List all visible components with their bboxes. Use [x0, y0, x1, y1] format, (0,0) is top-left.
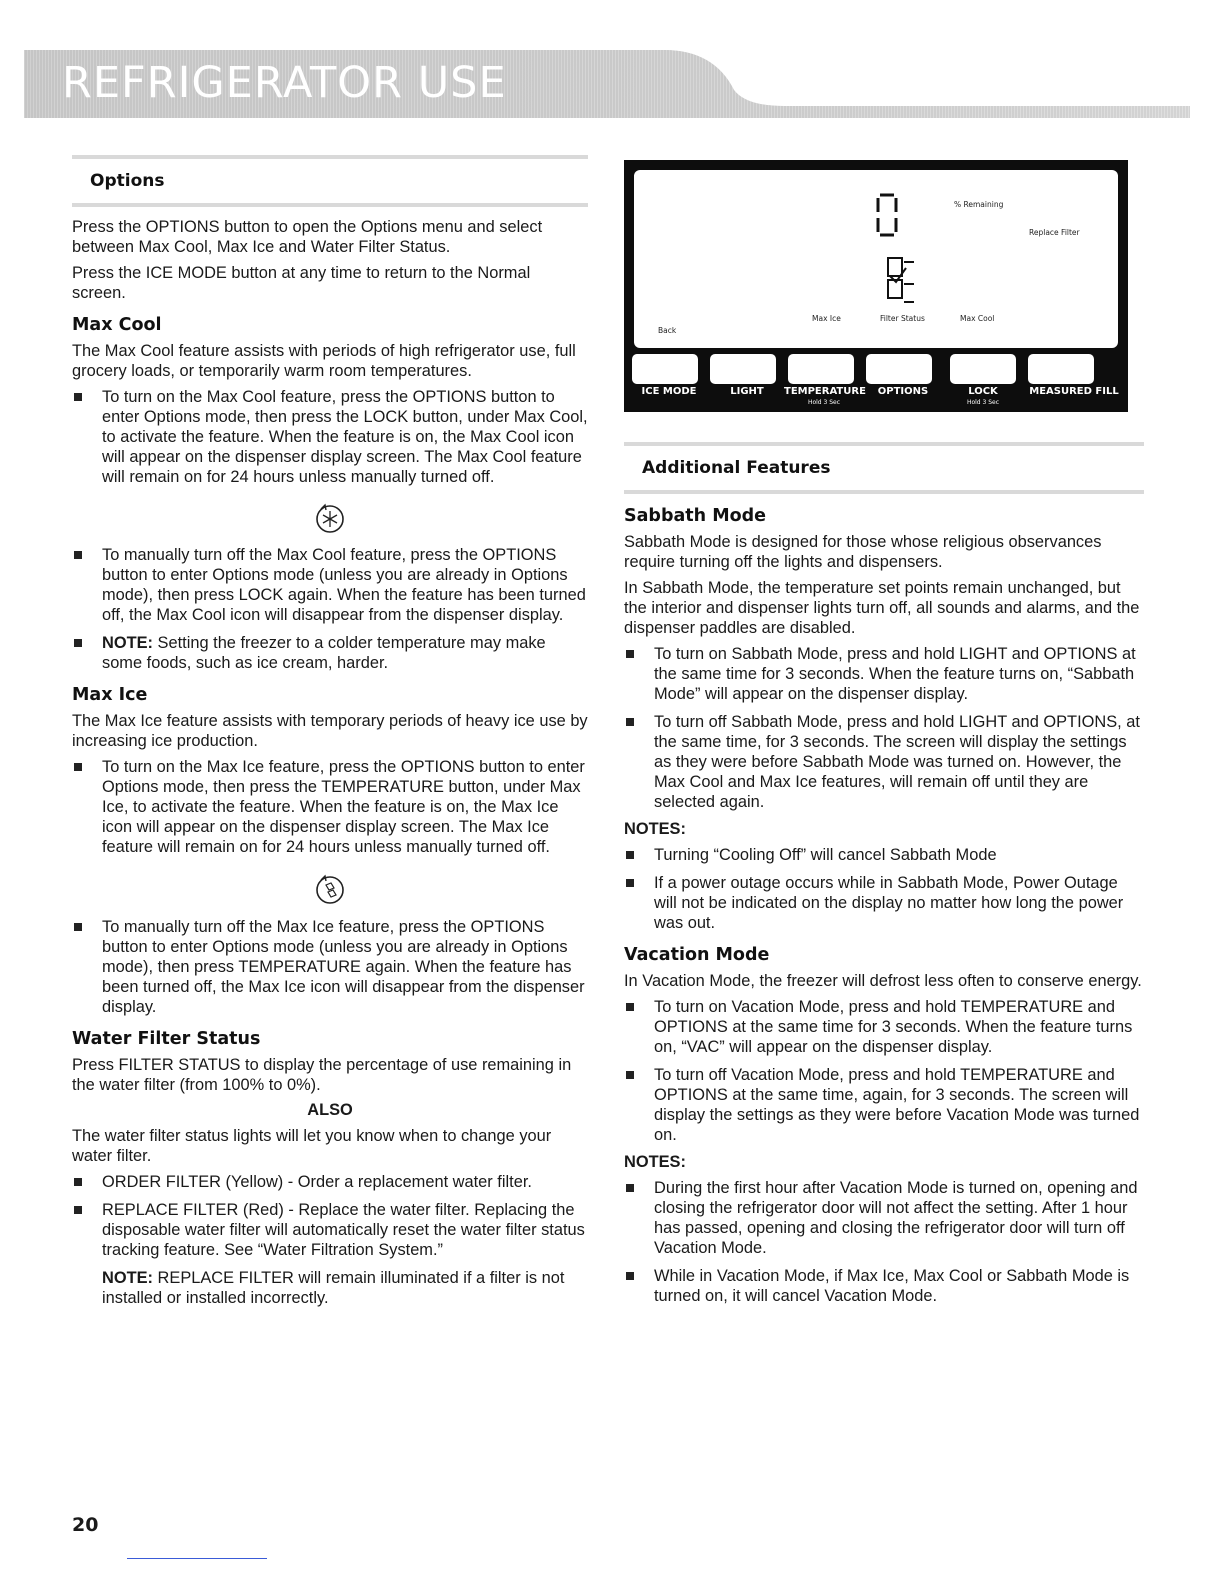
temperature-hold-label: Hold 3 Sec: [807, 399, 841, 406]
turn-cooling-off-bracket: ┌── Turn Cooling Off ──┐: [990, 340, 1064, 347]
sabbath-mode-heading: Sabbath Mode: [624, 506, 767, 526]
list-item: To turn off Sabbath Mode, press and hold LIGHT and OPTIONS, at the same time, for 3 seconds. The screen will display the settings as they were before Sabbath Mode was turned on. However, the Max Cool and Max Ice features, will remain off until they are selected again.: [624, 712, 1144, 812]
footer-rule: [127, 1558, 267, 1559]
lock-button[interactable]: [950, 354, 1016, 384]
options-button[interactable]: [866, 354, 932, 384]
page-number: 20: [72, 1514, 99, 1536]
list-item: Turning “Cooling Off” will cancel Sabbath Mode: [624, 845, 1144, 865]
max-cool-heading: Max Cool: [72, 315, 162, 335]
water-filter-paragraph-2: The water filter status lights will let you know when to change your water filter.: [72, 1127, 552, 1165]
replace-filter-label: Replace Filter: [1029, 228, 1080, 237]
list-item: To turn on the Max Cool feature, press the OPTIONS button to enter Options mode, then press the LOCK button, under Max Cool, to activate the feature. When the feature is on, the Max Cool icon will appear on the dispenser display screen. The Max Cool feature will remain on for 24 hours unless manually turned off.: [72, 387, 588, 487]
sabbath-notes-label: NOTES:: [624, 820, 686, 838]
max-ice-icon: [312, 871, 348, 907]
max-ice-icon-wrap: [72, 865, 588, 917]
vacation-mode-bracket: ┌── Vacation Mode ──┐: [814, 340, 884, 347]
options-header-text: Options: [90, 171, 165, 191]
panel-button-row: [632, 354, 1122, 386]
vacation-notes-label: NOTES:: [624, 1153, 686, 1171]
max-cool-list-2: [72, 545, 588, 673]
control-panel-diagram: [624, 160, 1128, 412]
list-item: If a power outage occurs while in Sabbath Mode, Power Outage will not be indicated on the display no matter how long the power was out.: [624, 873, 1144, 933]
max-ice-list: [72, 757, 588, 857]
right-column: [624, 160, 1144, 1314]
list-item: To turn on Vacation Mode, press and hold TEMPERATURE and OPTIONS at the same time for 3 seconds. When the feature turns on, “VAC” will appear on the dispenser display.: [624, 997, 1144, 1057]
turn-cooling-off-label: Turn Cooling Off: [1002, 340, 1051, 347]
dispenser-display-screen: [634, 170, 1118, 348]
water-filter-status-heading: Water Filter Status: [72, 1029, 261, 1049]
list-item: [72, 633, 588, 673]
percent-remaining-label: % Remaining: [954, 200, 1004, 209]
ice-mode-button-label: ICE MODE: [641, 386, 697, 397]
list-item: To turn on the Max Ice feature, press the OPTIONS button to enter Options mode, then press the TEMPERATURE button, under Max Ice, to activate the feature. When the feature is on, the Max Ice icon will appear on the dispenser display screen. The Max Ice feature will remain on for 24 hours unless manually turned off.: [72, 757, 588, 857]
temperature-button[interactable]: [788, 354, 854, 384]
water-filter-paragraph: Press FILTER STATUS to display the percentage of use remaining in the water filter (from 100% to 0%).: [72, 1056, 572, 1094]
vacation-mode-heading: Vacation Mode: [624, 945, 770, 965]
list-item: To manually turn off the Max Ice feature, press the OPTIONS button to enter Options mode (unless you are already in Options mode), then press TEMPERATURE again. When the feature has been turned off, the Max Ice icon will disappear from the dispenser display.: [72, 917, 588, 1017]
page-banner: [24, 50, 1190, 118]
also-label: ALSO: [307, 1101, 353, 1119]
max-cool-paragraph: The Max Cool feature assists with periods of high refrigerator use, full grocery loads, or temporarily warm room temperatures.: [72, 342, 576, 380]
lock-hold-label: Hold 3 Sec: [966, 399, 1000, 406]
measured-fill-button[interactable]: [1028, 354, 1094, 384]
measured-fill-button-label: MEASURED FILL: [1029, 386, 1119, 397]
vacation-paragraph: In Vacation Mode, the freezer will defrost less often to conserve energy.: [624, 972, 1142, 990]
sabbath-paragraph-1: Sabbath Mode is designed for those whose religious observances require turning off the lights and dispensers.: [624, 533, 1102, 571]
sabbath-paragraph-2: In Sabbath Mode, the temperature set points remain unchanged, but the interior and dispenser lights turn off, all sounds and alarms, and the dispenser paddles are disabled.: [624, 579, 1140, 637]
list-item: REPLACE FILTER (Red) - Replace the water filter. Replacing the disposable water filter will automatically reset the water filter status tracking feature. See “Water Filtration System.”: [72, 1200, 588, 1260]
max-cool-icon: [313, 501, 347, 535]
ice-mode-button[interactable]: [632, 354, 698, 384]
list-item: While in Vacation Mode, if Max Ice, Max Cool or Sabbath Mode is turned on, it will cancel Vacation Mode.: [624, 1266, 1144, 1306]
options-button-label: OPTIONS: [877, 386, 929, 397]
list-item: ORDER FILTER (Yellow) - Order a replacement water filter.: [72, 1172, 588, 1192]
list-item: To turn on Sabbath Mode, press and hold LIGHT and OPTIONS at the same time for 3 seconds. When the feature turns on, “Sabbath Mode” will appear on the dispenser display.: [624, 644, 1144, 704]
water-filter-list: [72, 1172, 588, 1260]
list-item: To turn off Vacation Mode, press and hold TEMPERATURE and OPTIONS at the same time, again, for 3 seconds. The screen will display the settings as they were before Vacation Mode was turned on.: [624, 1065, 1144, 1145]
note-text: REPLACE FILTER will remain illuminated if a filter is not installed or installed incorrectly.: [102, 1269, 565, 1307]
note-label: NOTE:: [102, 634, 153, 652]
back-label: Back: [658, 326, 677, 335]
additional-features-header: [624, 442, 1144, 494]
options-paragraph-1: Press the OPTIONS button to open the Options menu and select between Max Cool, Max Ice and Water Filter Status.: [72, 218, 543, 256]
water-filter-note: [72, 1268, 588, 1308]
light-button[interactable]: [710, 354, 776, 384]
list-item: To manually turn off the Max Cool feature, press the OPTIONS button to enter Options mode (unless you are already in Options mode), then press LOCK again. When the feature has been turned off, the Max Cool icon will disappear from the dispenser display.: [72, 545, 588, 625]
sabbath-notes-list: [624, 845, 1144, 933]
segment-digit-icon: [870, 192, 910, 238]
page-title: REFRIGERATOR USE: [62, 58, 507, 108]
note-text: Setting the freezer to a colder temperature may make some foods, such as ice cream, harder.: [102, 634, 546, 672]
list-item: During the first hour after Vacation Mode is turned on, opening and closing the refrigerator door will not affect the setting. After 1 hour has passed, opening and closing the refrigerator door will turn off Vacation Mode.: [624, 1178, 1144, 1258]
vacation-list: [624, 997, 1144, 1145]
max-cool-list: [72, 387, 588, 487]
light-button-label: LIGHT: [730, 386, 764, 397]
options-paragraph-2: Press the ICE MODE button at any time to return to the Normal screen.: [72, 264, 531, 302]
vacation-notes-list: [624, 1178, 1144, 1306]
options-section-header: [72, 155, 588, 207]
max-cool-icon-wrap: [72, 495, 588, 545]
max-cool-label: Max Cool: [960, 314, 995, 323]
additional-features-text: Additional Features: [642, 458, 831, 478]
lock-button-label: LOCK: [968, 386, 998, 397]
vacation-mode-label: Vacation Mode: [826, 340, 871, 347]
temperature-button-label: TEMPERATURE: [784, 386, 866, 397]
left-column: [72, 155, 588, 1314]
max-ice-label: Max Ice: [812, 314, 841, 323]
max-ice-paragraph: The Max Ice feature assists with temporary periods of heavy ice use by increasing ice production.: [72, 712, 588, 750]
filter-status-icon: [874, 254, 918, 310]
max-ice-list-2: [72, 917, 588, 1017]
max-ice-heading: Max Ice: [72, 685, 148, 705]
sabbath-list: [624, 644, 1144, 812]
filter-status-label: Filter Status: [880, 314, 925, 323]
note-label: NOTE:: [102, 1269, 153, 1287]
